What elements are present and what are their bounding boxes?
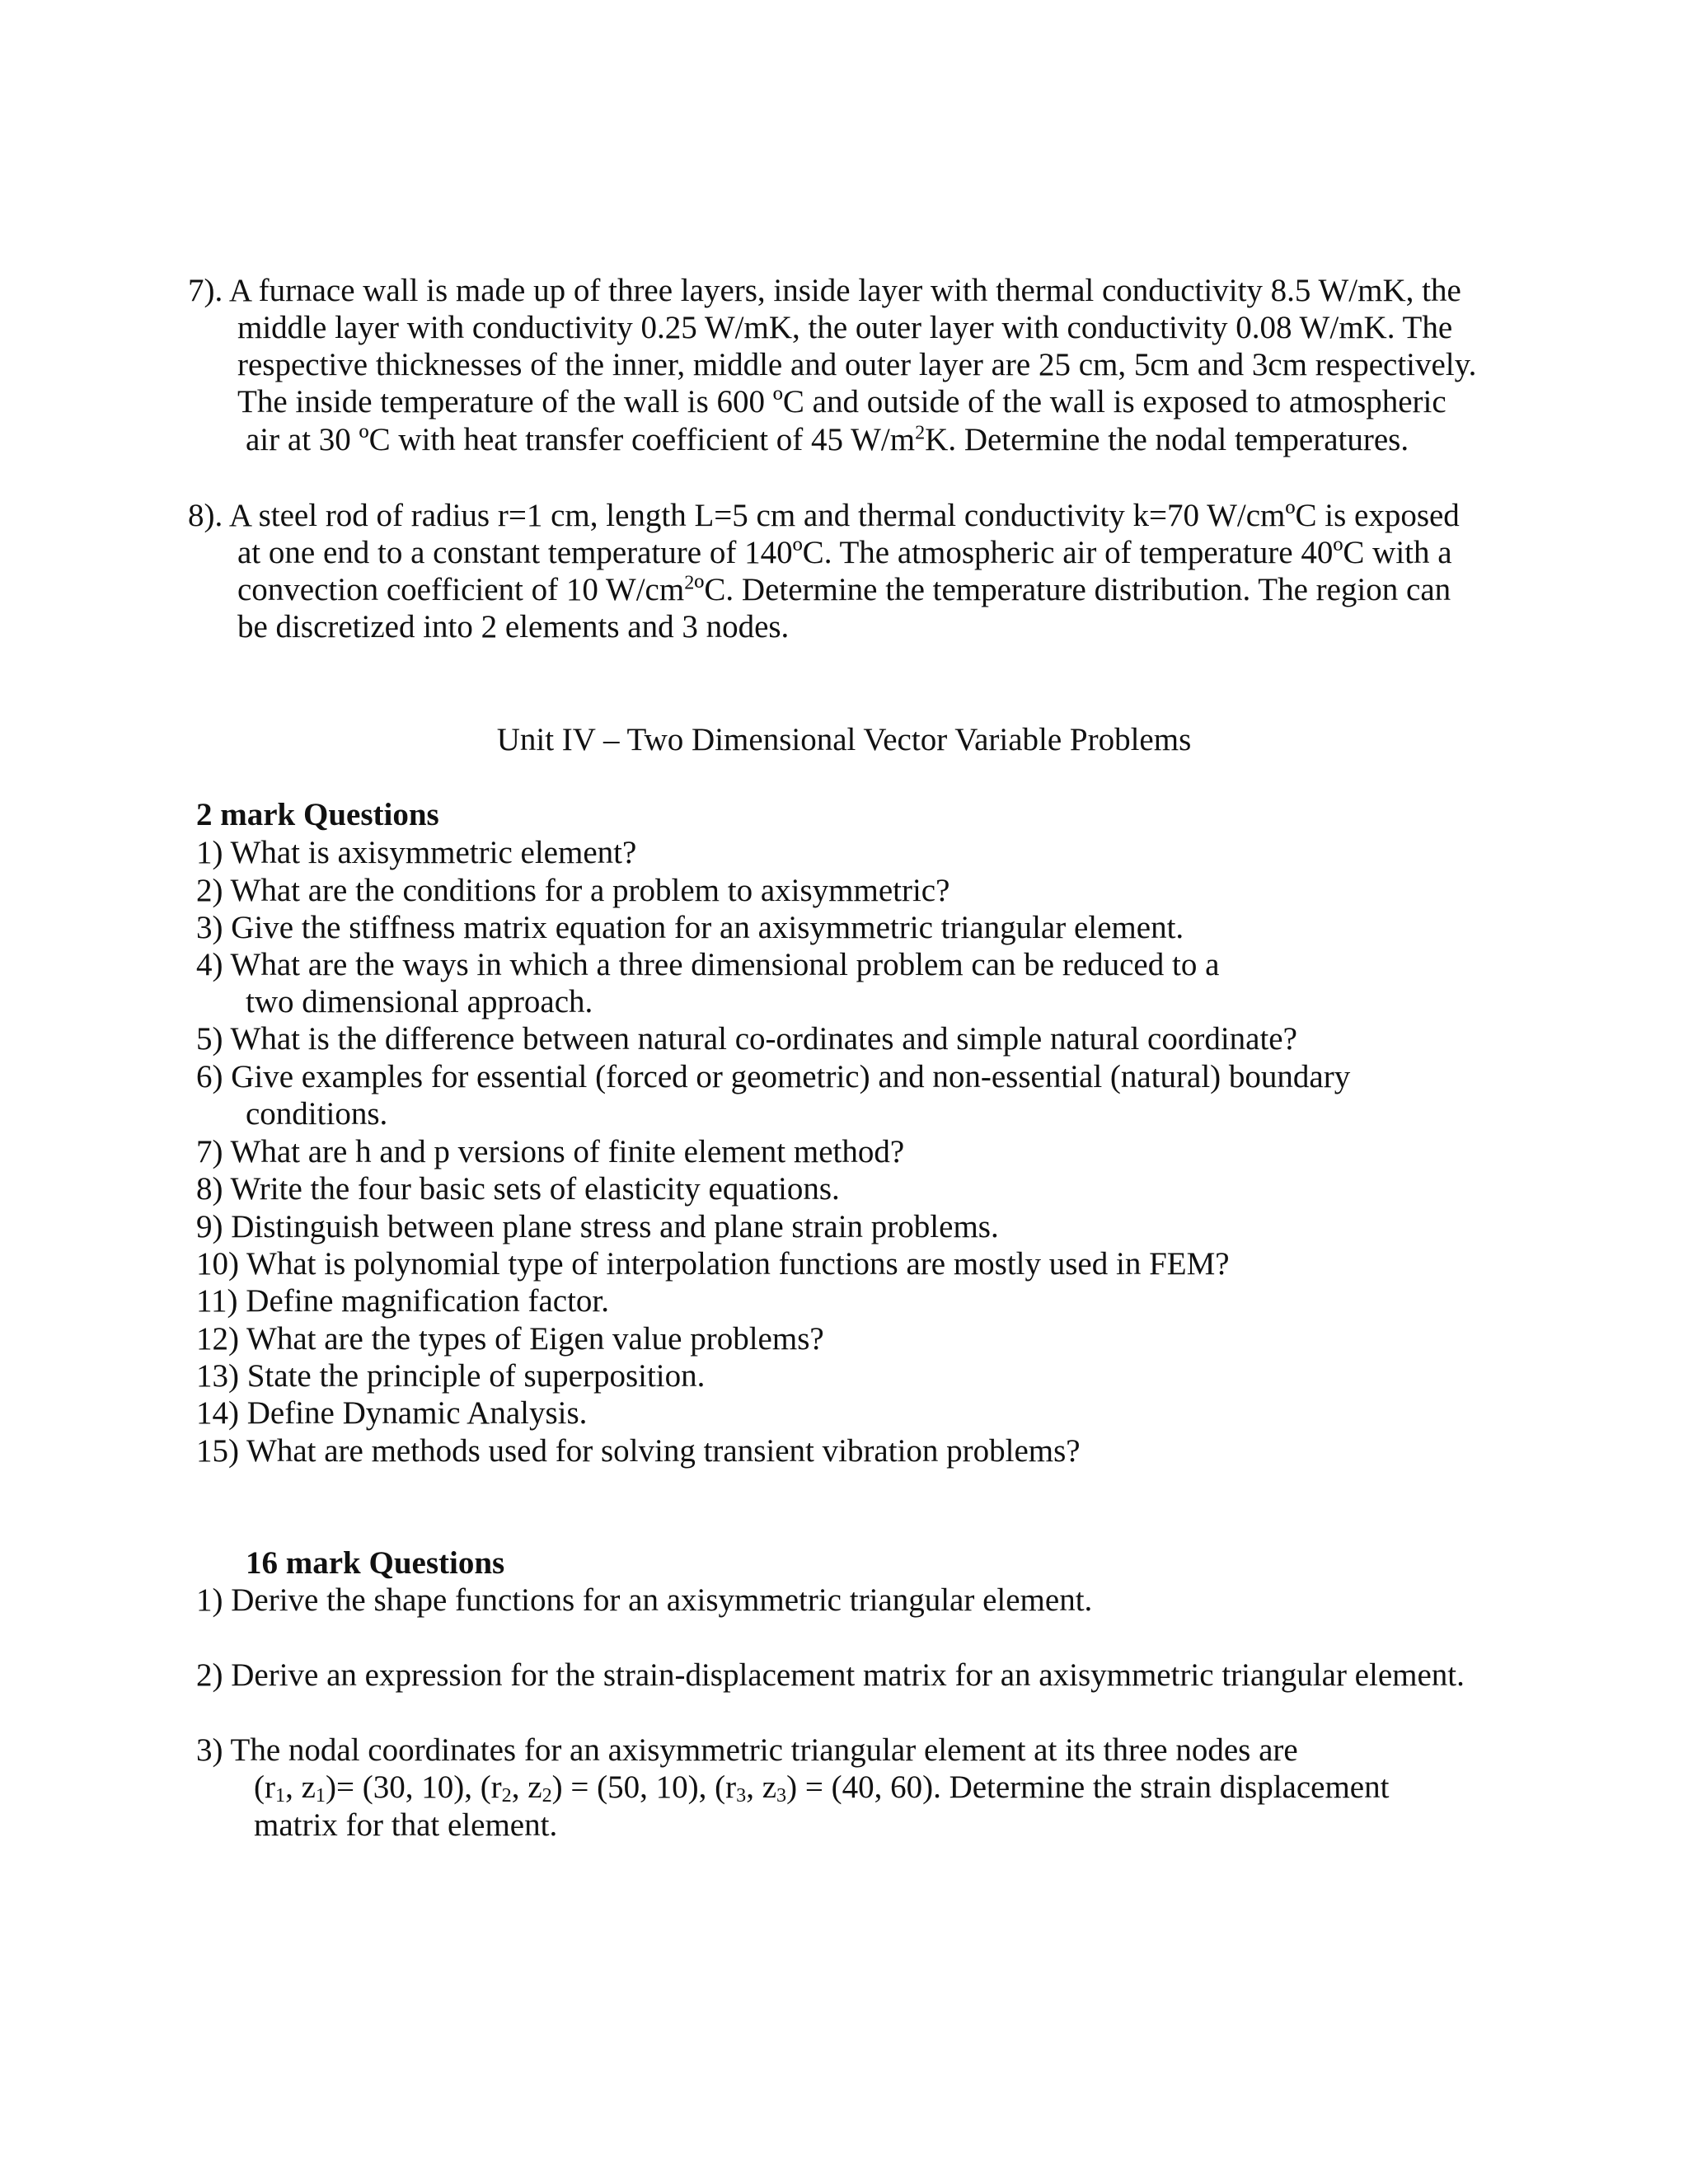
question-8-line-1: 8). A steel rod of radius r=1 cm, length L=5 cm and thermal conductivity k=70 W/cmºC is exposed <box>188 498 1460 533</box>
two-mark-question-continuation: two dimensional approach. <box>246 984 593 1019</box>
sixteen-mark-question-3-line-3: matrix for that element. <box>254 1807 558 1843</box>
question-8-line-3 <box>237 571 1451 609</box>
coord-text: ) = (50, 10), (r <box>551 1769 737 1805</box>
question-8-line-2: at one end to a constant temperature of 140ºC. The atmospheric air of temperature 40ºC with a <box>237 535 1452 570</box>
two-mark-question: 7) What are h and p versions of finite element method? <box>196 1134 905 1169</box>
question-7-line-5-text-end: K. Determine the nodal temperatures. <box>925 422 1409 457</box>
two-mark-question: 12) What are the types of Eigen value problems? <box>196 1321 824 1357</box>
superscript: 2 <box>684 571 695 594</box>
two-mark-question: 9) Distinguish between plane stress and plane strain problems. <box>196 1209 999 1244</box>
coord-text: ) = (40, 60). Determine the strain displacement <box>786 1769 1390 1805</box>
question-7-line-1: 7). A furnace wall is made up of three layers, inside layer with thermal conductivity 8.5 W/mK, the <box>188 273 1461 308</box>
two-mark-question: 3) Give the stiffness matrix equation for an axisymmetric triangular element. <box>196 910 1184 945</box>
sixteen-mark-question-3-line-2 <box>254 1769 1389 1807</box>
two-mark-question: 14) Define Dynamic Analysis. <box>196 1395 588 1431</box>
coord-text: , z <box>285 1769 316 1805</box>
question-7-line-5-text: air at 30 ºC with heat transfer coefficient of 45 W/m <box>246 422 916 457</box>
question-7-line-4: The inside temperature of the wall is 600 ºC and outside of the wall is exposed to atmospheric <box>237 384 1447 419</box>
sixteen-mark-question-1: 1) Derive the shape functions for an axisymmetric triangular element. <box>196 1582 1093 1618</box>
subscript: 3 <box>776 1783 787 1807</box>
subscript: 2 <box>501 1783 512 1807</box>
superscript: 2 <box>915 421 926 444</box>
question-8-line-3-text-end: ºC. Determine the temperature distribution. The region can <box>694 572 1451 607</box>
subscript: 1 <box>315 1783 326 1807</box>
two-mark-question: 2) What are the conditions for a problem to axisymmetric? <box>196 873 950 908</box>
coord-text: , z <box>746 1769 777 1805</box>
sixteen-mark-question-2: 2) Derive an expression for the strain-displacement matrix for an axisymmetric triangular element. <box>196 1657 1465 1693</box>
question-7-line-3: respective thicknesses of the inner, middle and outer layer are 25 cm, 5cm and 3cm respectively. <box>237 347 1477 382</box>
two-mark-question: 13) State the principle of superposition. <box>196 1358 706 1394</box>
subscript: 3 <box>736 1783 747 1807</box>
subscript: 2 <box>542 1783 552 1807</box>
subscript: 1 <box>274 1783 286 1807</box>
question-7-line-5 <box>246 421 1409 459</box>
sixteen-mark-heading: 16 mark Questions <box>246 1545 505 1581</box>
two-mark-question: 15) What are methods used for solving transient vibration problems? <box>196 1433 1081 1469</box>
two-mark-question: 6) Give examples for essential (forced or geometric) and non-essential (natural) boundary <box>196 1059 1351 1094</box>
question-8-line-4: be discretized into 2 elements and 3 nodes. <box>237 609 790 644</box>
two-mark-question: 4) What are the ways in which a three dimensional problem can be reduced to a <box>196 947 1220 982</box>
question-8-line-3-text: convection coefficient of 10 W/cm <box>237 572 685 607</box>
two-mark-question: 11) Define magnification factor. <box>196 1283 610 1319</box>
two-mark-question: 8) Write the four basic sets of elasticity equations. <box>196 1171 840 1207</box>
two-mark-question: 10) What is polynomial type of interpolation functions are mostly used in FEM? <box>196 1246 1230 1282</box>
two-mark-heading: 2 mark Questions <box>196 797 439 832</box>
coord-text: )= (30, 10), (r <box>325 1769 502 1805</box>
question-7-line-2: middle layer with conductivity 0.25 W/mK, the outer layer with conductivity 0.08 W/mK. The <box>237 310 1453 345</box>
unit-title: Unit IV – Two Dimensional Vector Variable Problems <box>496 722 1192 757</box>
coord-text: , z <box>511 1769 542 1805</box>
two-mark-question-continuation: conditions. <box>246 1096 388 1132</box>
sixteen-mark-question-3-line-1: 3) The nodal coordinates for an axisymmetric triangular element at its three nodes are <box>196 1732 1298 1768</box>
two-mark-question: 5) What is the difference between natural co-ordinates and simple natural coordinate? <box>196 1021 1297 1057</box>
two-mark-question: 1) What is axisymmetric element? <box>196 835 637 870</box>
coord-text: (r <box>254 1769 275 1805</box>
